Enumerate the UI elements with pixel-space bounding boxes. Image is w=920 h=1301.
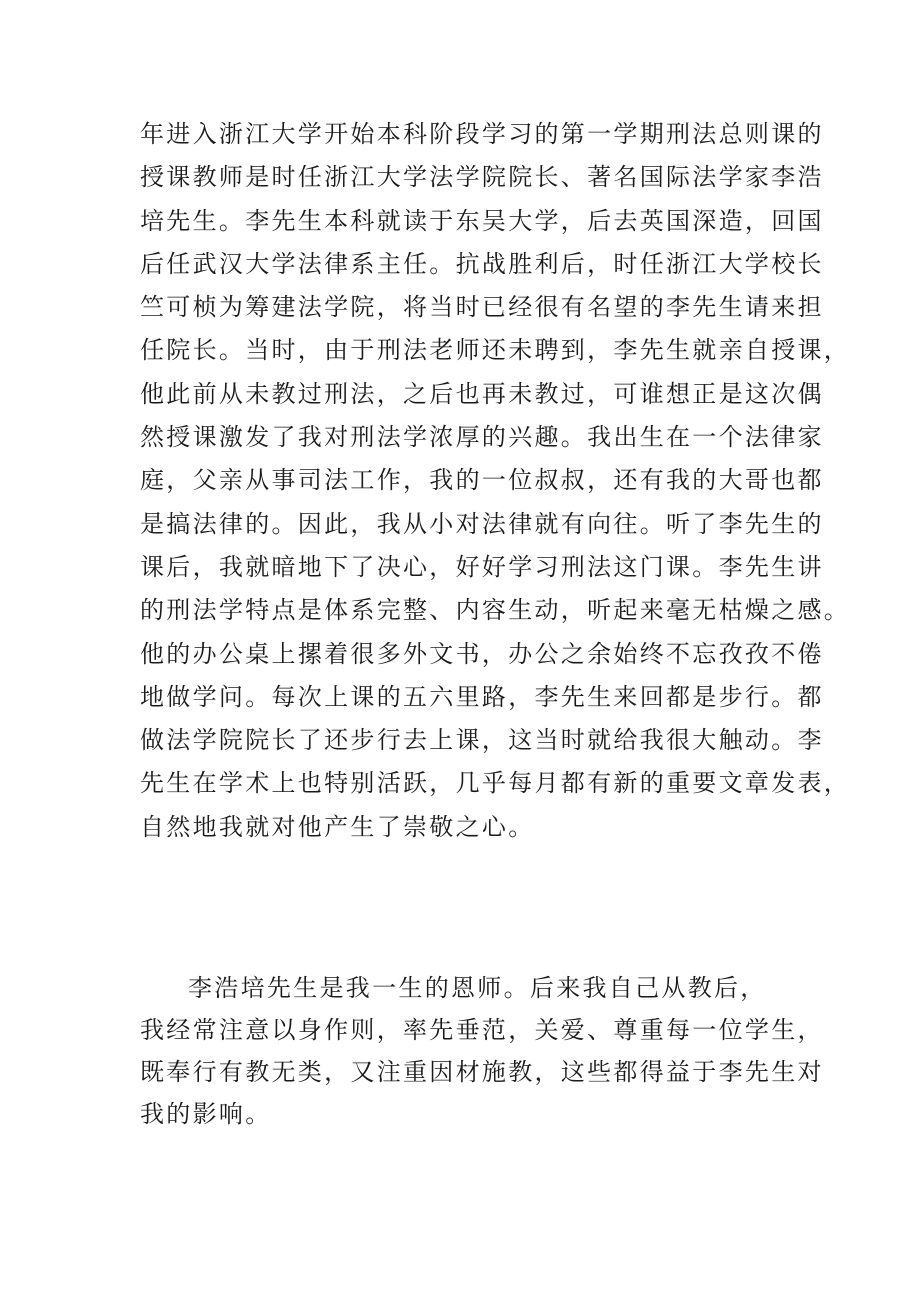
paragraph-line: 李浩培先生是我一生的恩师。后来我自己从教后， bbox=[188, 974, 767, 1002]
paragraph-line: 他的办公桌上摞着很多外文书，办公之余始终不忘孜孜不倦 bbox=[140, 639, 824, 668]
paragraph-2 bbox=[140, 967, 824, 1135]
paragraph-line: 授课教师是时任浙江大学法学院院长、著名国际法学家李浩 bbox=[140, 163, 824, 192]
paragraph-line: 是搞法律的。因此，我从小对法律就有向往。听了李先生的 bbox=[140, 509, 824, 538]
paragraph-line: 然授课激发了我对刑法学浓厚的兴趣。我出生在一个法律家 bbox=[140, 423, 824, 452]
paragraph-line: 竺可桢为筹建法学院，将当时已经很有名望的李先生请来担 bbox=[140, 293, 824, 322]
paragraph-line: 先生在学术上也特别活跃，几乎每月都有新的重要文章发表， bbox=[140, 769, 851, 798]
paragraph-1 bbox=[140, 113, 851, 849]
paragraph-line: 庭，父亲从事司法工作，我的一位叔叔，还有我的大哥也都 bbox=[140, 466, 824, 495]
paragraph-line: 任院长。当时，由于刑法老师还未聘到，李先生就亲自授课， bbox=[140, 336, 851, 365]
paragraph-line: 我经常注意以身作则，率先垂范，关爱、尊重每一位学生， bbox=[140, 1016, 824, 1044]
paragraph-line: 既奉行有教无类，又注重因材施教，这些都得益于李先生对 bbox=[140, 1058, 824, 1086]
paragraph-line: 培先生。李先生本科就读于东吴大学，后去英国深造，回国 bbox=[140, 206, 824, 235]
paragraph-line: 我的影响。 bbox=[140, 1100, 272, 1128]
paragraph-line: 后任武汉大学法律系主任。抗战胜利后，时任浙江大学校长 bbox=[140, 249, 824, 278]
paragraph-line: 的刑法学特点是体系完整、内容生动，听起来毫无枯燥之感。 bbox=[140, 596, 851, 625]
paragraph-line: 地做学问。每次上课的五六里路，李先生来回都是步行。都 bbox=[140, 682, 824, 711]
paragraph-line: 他此前从未教过刑法，之后也再未教过，可谁想正是这次偶 bbox=[140, 379, 824, 408]
paragraph-line: 年进入浙江大学开始本科阶段学习的第一学期刑法总则课的 bbox=[140, 120, 824, 148]
paragraph-line: 课后，我就暗地下了决心，好好学习刑法这门课。李先生讲 bbox=[140, 552, 824, 581]
paragraph-line: 做法学院院长了还步行去上课，这当时就给我很大触动。李 bbox=[140, 726, 824, 755]
paragraph-line: 自然地我就对他产生了崇敬之心。 bbox=[140, 812, 535, 841]
